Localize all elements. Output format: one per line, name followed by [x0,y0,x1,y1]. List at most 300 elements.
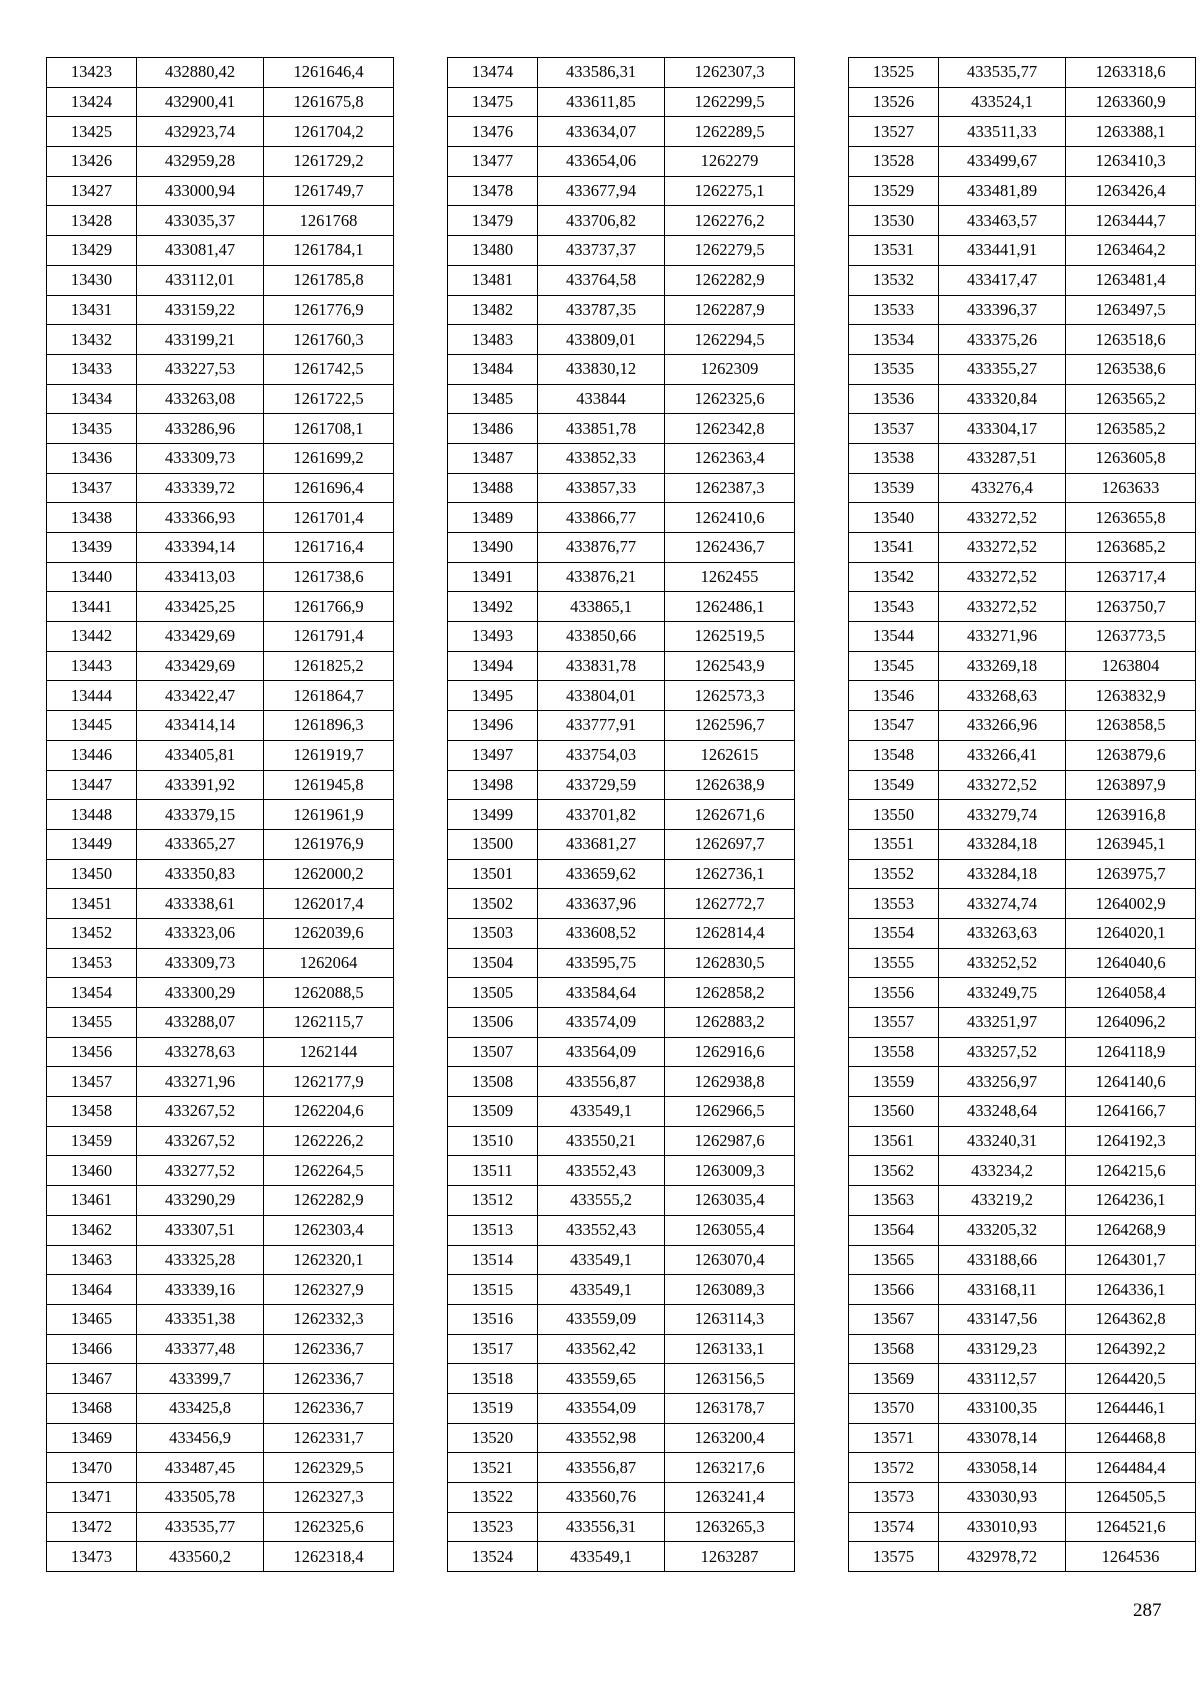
point-number-cell: 13574 [849,1512,939,1542]
y-coordinate-cell: 1262331,7 [264,1423,394,1453]
table-row [849,651,1196,681]
table-row [47,503,394,533]
table-row [47,592,394,622]
y-coordinate-cell: 1263464,2 [1066,236,1196,266]
table-row [849,1275,1196,1305]
point-number-cell: 13520 [448,1423,538,1453]
y-coordinate-cell: 1261708,1 [264,414,394,444]
y-coordinate-cell: 1262830,5 [665,948,795,978]
point-number-cell: 13484 [448,354,538,384]
y-coordinate-cell: 1261760,3 [264,325,394,355]
y-coordinate-cell: 1264040,6 [1066,948,1196,978]
x-coordinate-cell: 433574,09 [538,1008,665,1038]
y-coordinate-cell: 1264362,8 [1066,1304,1196,1334]
point-number-cell: 13566 [849,1275,939,1305]
y-coordinate-cell: 1262226,2 [264,1126,394,1156]
y-coordinate-cell: 1263565,2 [1066,384,1196,414]
table-row [849,1186,1196,1216]
point-number-cell: 13575 [849,1542,939,1572]
point-number-cell: 13428 [47,206,137,236]
y-coordinate-cell: 1262436,7 [665,533,795,563]
x-coordinate-cell: 433325,28 [137,1245,264,1275]
point-number-cell: 13547 [849,711,939,741]
table-row [849,443,1196,473]
x-coordinate-cell: 433267,52 [137,1126,264,1156]
x-coordinate-cell: 433112,57 [939,1364,1066,1394]
x-coordinate-cell: 433399,7 [137,1364,264,1394]
point-number-cell: 13446 [47,740,137,770]
x-coordinate-cell: 433659,62 [538,859,665,889]
table-row [47,859,394,889]
x-coordinate-cell: 433487,45 [137,1453,264,1483]
y-coordinate-cell: 1263114,3 [665,1304,795,1334]
point-number-cell: 13467 [47,1364,137,1394]
y-coordinate-cell: 1264301,7 [1066,1245,1196,1275]
y-coordinate-cell: 1263388,1 [1066,117,1196,147]
x-coordinate-cell: 433559,09 [538,1304,665,1334]
x-coordinate-cell: 433249,75 [939,978,1066,1008]
y-coordinate-cell: 1264236,1 [1066,1186,1196,1216]
y-coordinate-cell: 1262363,4 [665,443,795,473]
point-number-cell: 13535 [849,354,939,384]
table-row [47,414,394,444]
table-row [47,1423,394,1453]
point-number-cell: 13497 [448,740,538,770]
point-number-cell: 13491 [448,562,538,592]
point-number-cell: 13532 [849,265,939,295]
point-number-cell: 13512 [448,1186,538,1216]
y-coordinate-cell: 1261825,2 [264,651,394,681]
table-row [448,236,795,266]
point-number-cell: 13561 [849,1126,939,1156]
table-row [849,1304,1196,1334]
x-coordinate-cell: 433112,01 [137,265,264,295]
y-coordinate-cell: 1264468,8 [1066,1423,1196,1453]
y-coordinate-cell: 1263178,7 [665,1393,795,1423]
coordinates-table-right [848,57,1196,1572]
point-number-cell: 13455 [47,1008,137,1038]
x-coordinate-cell: 433278,63 [137,1037,264,1067]
table-row [849,1512,1196,1542]
y-coordinate-cell: 1262325,6 [665,384,795,414]
table-row [849,87,1196,117]
table-row [849,1126,1196,1156]
y-coordinate-cell: 1263481,4 [1066,265,1196,295]
y-coordinate-cell: 1262736,1 [665,859,795,889]
point-number-cell: 13445 [47,711,137,741]
point-number-cell: 13565 [849,1245,939,1275]
x-coordinate-cell: 433857,33 [538,473,665,503]
x-coordinate-cell: 433276,4 [939,473,1066,503]
y-coordinate-cell: 1263975,7 [1066,859,1196,889]
x-coordinate-cell: 433552,43 [538,1156,665,1186]
table-row [47,651,394,681]
y-coordinate-cell: 1264166,7 [1066,1097,1196,1127]
x-coordinate-cell: 433417,47 [939,265,1066,295]
table-row [849,1364,1196,1394]
table-row [849,889,1196,919]
table-row [448,651,795,681]
table-row [448,354,795,384]
table-row [448,473,795,503]
y-coordinate-cell: 1261749,7 [264,176,394,206]
y-coordinate-cell: 1263916,8 [1066,800,1196,830]
y-coordinate-cell: 1264446,1 [1066,1393,1196,1423]
y-coordinate-cell: 1262275,1 [665,176,795,206]
table-row [448,295,795,325]
y-coordinate-cell: 1262519,5 [665,622,795,652]
point-number-cell: 13475 [448,87,538,117]
table-row [47,1542,394,1572]
x-coordinate-cell: 433257,52 [939,1037,1066,1067]
table-row [849,978,1196,1008]
y-coordinate-cell: 1262966,5 [665,1097,795,1127]
point-number-cell: 13523 [448,1512,538,1542]
y-coordinate-cell: 1264215,6 [1066,1156,1196,1186]
y-coordinate-cell: 1264420,5 [1066,1364,1196,1394]
x-coordinate-cell: 433168,11 [939,1275,1066,1305]
x-coordinate-cell: 433277,52 [137,1156,264,1186]
table-row [448,1334,795,1364]
y-coordinate-cell: 1263265,3 [665,1512,795,1542]
point-number-cell: 13543 [849,592,939,622]
point-number-cell: 13554 [849,918,939,948]
point-number-cell: 13460 [47,1156,137,1186]
point-number-cell: 13439 [47,533,137,563]
point-number-cell: 13551 [849,829,939,859]
y-coordinate-cell: 1262039,6 [264,918,394,948]
coordinates-table-middle [447,57,795,1572]
point-number-cell: 13560 [849,1097,939,1127]
y-coordinate-cell: 1263360,9 [1066,87,1196,117]
x-coordinate-cell: 433300,29 [137,978,264,1008]
point-number-cell: 13473 [47,1542,137,1572]
y-coordinate-cell: 1262177,9 [264,1067,394,1097]
y-coordinate-cell: 1264020,1 [1066,918,1196,948]
y-coordinate-cell: 1262282,9 [665,265,795,295]
x-coordinate-cell: 433429,69 [137,651,264,681]
point-number-cell: 13521 [448,1453,538,1483]
point-number-cell: 13471 [47,1483,137,1513]
y-coordinate-cell: 1262573,3 [665,681,795,711]
x-coordinate-cell: 433422,47 [137,681,264,711]
x-coordinate-cell: 433511,33 [939,117,1066,147]
table-row [448,948,795,978]
point-number-cell: 13448 [47,800,137,830]
x-coordinate-cell: 433081,47 [137,236,264,266]
x-coordinate-cell: 433706,82 [538,206,665,236]
table-row [448,414,795,444]
point-number-cell: 13509 [448,1097,538,1127]
table-row [849,58,1196,88]
table-row [448,176,795,206]
x-coordinate-cell: 433586,31 [538,58,665,88]
point-number-cell: 13573 [849,1483,939,1513]
x-coordinate-cell: 433701,82 [538,800,665,830]
x-coordinate-cell: 433267,52 [137,1097,264,1127]
table-row [47,1008,394,1038]
point-number-cell: 13490 [448,533,538,563]
table-row [849,1483,1196,1513]
table-row [849,1245,1196,1275]
table-row [448,1393,795,1423]
x-coordinate-cell: 433287,51 [939,443,1066,473]
table-row [47,443,394,473]
x-coordinate-cell: 433272,52 [939,770,1066,800]
table-row [47,622,394,652]
table-row [448,829,795,859]
x-coordinate-cell: 433375,26 [939,325,1066,355]
table-row [849,147,1196,177]
table-row [47,354,394,384]
table-row [47,1334,394,1364]
table-row [448,384,795,414]
x-coordinate-cell: 433654,06 [538,147,665,177]
point-number-cell: 13466 [47,1334,137,1364]
table-row [849,533,1196,563]
table-row [849,948,1196,978]
table-row [47,1156,394,1186]
point-number-cell: 13522 [448,1483,538,1513]
y-coordinate-cell: 1262144 [264,1037,394,1067]
table-row [448,533,795,563]
x-coordinate-cell: 433284,18 [939,829,1066,859]
y-coordinate-cell: 1262327,3 [264,1483,394,1513]
point-number-cell: 13530 [849,206,939,236]
point-number-cell: 13537 [849,414,939,444]
point-number-cell: 13502 [448,889,538,919]
x-coordinate-cell: 433634,07 [538,117,665,147]
point-number-cell: 13443 [47,651,137,681]
table-row [849,562,1196,592]
y-coordinate-cell: 1263241,4 [665,1483,795,1513]
point-number-cell: 13429 [47,236,137,266]
y-coordinate-cell: 1262410,6 [665,503,795,533]
x-coordinate-cell: 433199,21 [137,325,264,355]
y-coordinate-cell: 1264484,4 [1066,1453,1196,1483]
y-coordinate-cell: 1263444,7 [1066,206,1196,236]
point-number-cell: 13567 [849,1304,939,1334]
point-number-cell: 13550 [849,800,939,830]
table-row [448,147,795,177]
point-number-cell: 13461 [47,1186,137,1216]
point-number-cell: 13485 [448,384,538,414]
table-row [448,1215,795,1245]
y-coordinate-cell: 1263858,5 [1066,711,1196,741]
x-coordinate-cell: 433355,27 [939,354,1066,384]
x-coordinate-cell: 433549,1 [538,1245,665,1275]
table-row [47,295,394,325]
point-number-cell: 13540 [849,503,939,533]
x-coordinate-cell: 433413,03 [137,562,264,592]
x-coordinate-cell: 433290,29 [137,1186,264,1216]
x-coordinate-cell: 433754,03 [538,740,665,770]
table-row [47,770,394,800]
x-coordinate-cell: 433562,42 [538,1334,665,1364]
point-number-cell: 13553 [849,889,939,919]
point-number-cell: 13525 [849,58,939,88]
point-number-cell: 13556 [849,978,939,1008]
table-row [849,1008,1196,1038]
point-number-cell: 13454 [47,978,137,1008]
point-number-cell: 13452 [47,918,137,948]
table-row [849,1423,1196,1453]
table-row [47,117,394,147]
y-coordinate-cell: 1261729,2 [264,147,394,177]
point-number-cell: 13480 [448,236,538,266]
table-row [448,325,795,355]
table-row [47,325,394,355]
point-number-cell: 13507 [448,1037,538,1067]
y-coordinate-cell: 1263655,8 [1066,503,1196,533]
table-row [448,622,795,652]
table-body [47,58,394,1572]
table-row [448,87,795,117]
y-coordinate-cell: 1261768 [264,206,394,236]
y-coordinate-cell: 1263832,9 [1066,681,1196,711]
y-coordinate-cell: 1263133,1 [665,1334,795,1364]
table-row [47,1126,394,1156]
table-row [47,58,394,88]
y-coordinate-cell: 1262088,5 [264,978,394,1008]
point-number-cell: 13570 [849,1393,939,1423]
x-coordinate-cell: 433284,18 [939,859,1066,889]
point-number-cell: 13462 [47,1215,137,1245]
x-coordinate-cell: 433286,96 [137,414,264,444]
point-number-cell: 13555 [849,948,939,978]
point-number-cell: 13482 [448,295,538,325]
y-coordinate-cell: 1264505,5 [1066,1483,1196,1513]
point-number-cell: 13430 [47,265,137,295]
table-row [849,829,1196,859]
y-coordinate-cell: 1262276,2 [665,206,795,236]
x-coordinate-cell: 433611,85 [538,87,665,117]
table-row [448,1186,795,1216]
x-coordinate-cell: 433505,78 [137,1483,264,1513]
point-number-cell: 13426 [47,147,137,177]
table-row [47,1097,394,1127]
point-number-cell: 13423 [47,58,137,88]
point-number-cell: 13504 [448,948,538,978]
table-row [448,1304,795,1334]
x-coordinate-cell: 433078,14 [939,1423,1066,1453]
x-coordinate-cell: 433266,96 [939,711,1066,741]
y-coordinate-cell: 1263089,3 [665,1275,795,1305]
y-coordinate-cell: 1262320,1 [264,1245,394,1275]
table-row [849,918,1196,948]
point-number-cell: 13501 [448,859,538,889]
y-coordinate-cell: 1262638,9 [665,770,795,800]
coordinates-table-left [46,57,394,1572]
x-coordinate-cell: 433809,01 [538,325,665,355]
table-row [448,1156,795,1186]
y-coordinate-cell: 1263410,3 [1066,147,1196,177]
x-coordinate-cell: 433058,14 [939,1453,1066,1483]
table-row [47,681,394,711]
y-coordinate-cell: 1261961,9 [264,800,394,830]
y-coordinate-cell: 1262916,6 [665,1037,795,1067]
y-coordinate-cell: 1263426,4 [1066,176,1196,206]
y-coordinate-cell: 1261716,4 [264,533,394,563]
table-row [47,1304,394,1334]
x-coordinate-cell: 433159,22 [137,295,264,325]
x-coordinate-cell: 433307,51 [137,1215,264,1245]
x-coordinate-cell: 433554,09 [538,1393,665,1423]
y-coordinate-cell: 1262336,7 [264,1334,394,1364]
point-number-cell: 13563 [849,1186,939,1216]
table-row [47,918,394,948]
point-number-cell: 13544 [849,622,939,652]
table-row [47,147,394,177]
point-number-cell: 13498 [448,770,538,800]
point-number-cell: 13437 [47,473,137,503]
table-row [47,1453,394,1483]
x-coordinate-cell: 433391,92 [137,770,264,800]
page-number: 287 [1133,1600,1162,1621]
x-coordinate-cell: 433876,21 [538,562,665,592]
point-number-cell: 13515 [448,1275,538,1305]
x-coordinate-cell: 433339,16 [137,1275,264,1305]
point-number-cell: 13562 [849,1156,939,1186]
point-number-cell: 13440 [47,562,137,592]
x-coordinate-cell: 433269,18 [939,651,1066,681]
point-number-cell: 13450 [47,859,137,889]
y-coordinate-cell: 1261919,7 [264,740,394,770]
point-number-cell: 13508 [448,1067,538,1097]
y-coordinate-cell: 1264002,9 [1066,889,1196,919]
table-row [849,770,1196,800]
point-number-cell: 13533 [849,295,939,325]
y-coordinate-cell: 1261791,4 [264,622,394,652]
x-coordinate-cell: 433535,77 [137,1512,264,1542]
x-coordinate-cell: 433851,78 [538,414,665,444]
x-coordinate-cell: 433560,76 [538,1483,665,1513]
x-coordinate-cell: 433251,97 [939,1008,1066,1038]
x-coordinate-cell: 433549,1 [538,1542,665,1572]
point-number-cell: 13424 [47,87,137,117]
point-number-cell: 13447 [47,770,137,800]
table-row [849,1453,1196,1483]
table-row [47,265,394,295]
y-coordinate-cell: 1261722,5 [264,384,394,414]
table-row [47,829,394,859]
table-row [849,117,1196,147]
x-coordinate-cell: 433263,63 [939,918,1066,948]
table-row [47,176,394,206]
y-coordinate-cell: 1262987,6 [665,1126,795,1156]
point-number-cell: 13459 [47,1126,137,1156]
y-coordinate-cell: 1261646,4 [264,58,394,88]
y-coordinate-cell: 1263750,7 [1066,592,1196,622]
point-number-cell: 13489 [448,503,538,533]
table-row [448,770,795,800]
point-number-cell: 13435 [47,414,137,444]
x-coordinate-cell: 432978,72 [939,1542,1066,1572]
point-number-cell: 13564 [849,1215,939,1245]
point-number-cell: 13495 [448,681,538,711]
x-coordinate-cell: 433248,64 [939,1097,1066,1127]
x-coordinate-cell: 433737,37 [538,236,665,266]
y-coordinate-cell: 1262486,1 [665,592,795,622]
point-number-cell: 13546 [849,681,939,711]
table-row [47,87,394,117]
x-coordinate-cell: 433309,73 [137,443,264,473]
table-row [47,1512,394,1542]
x-coordinate-cell: 433147,56 [939,1304,1066,1334]
table-row [47,1364,394,1394]
point-number-cell: 13468 [47,1393,137,1423]
x-coordinate-cell: 433535,77 [939,58,1066,88]
